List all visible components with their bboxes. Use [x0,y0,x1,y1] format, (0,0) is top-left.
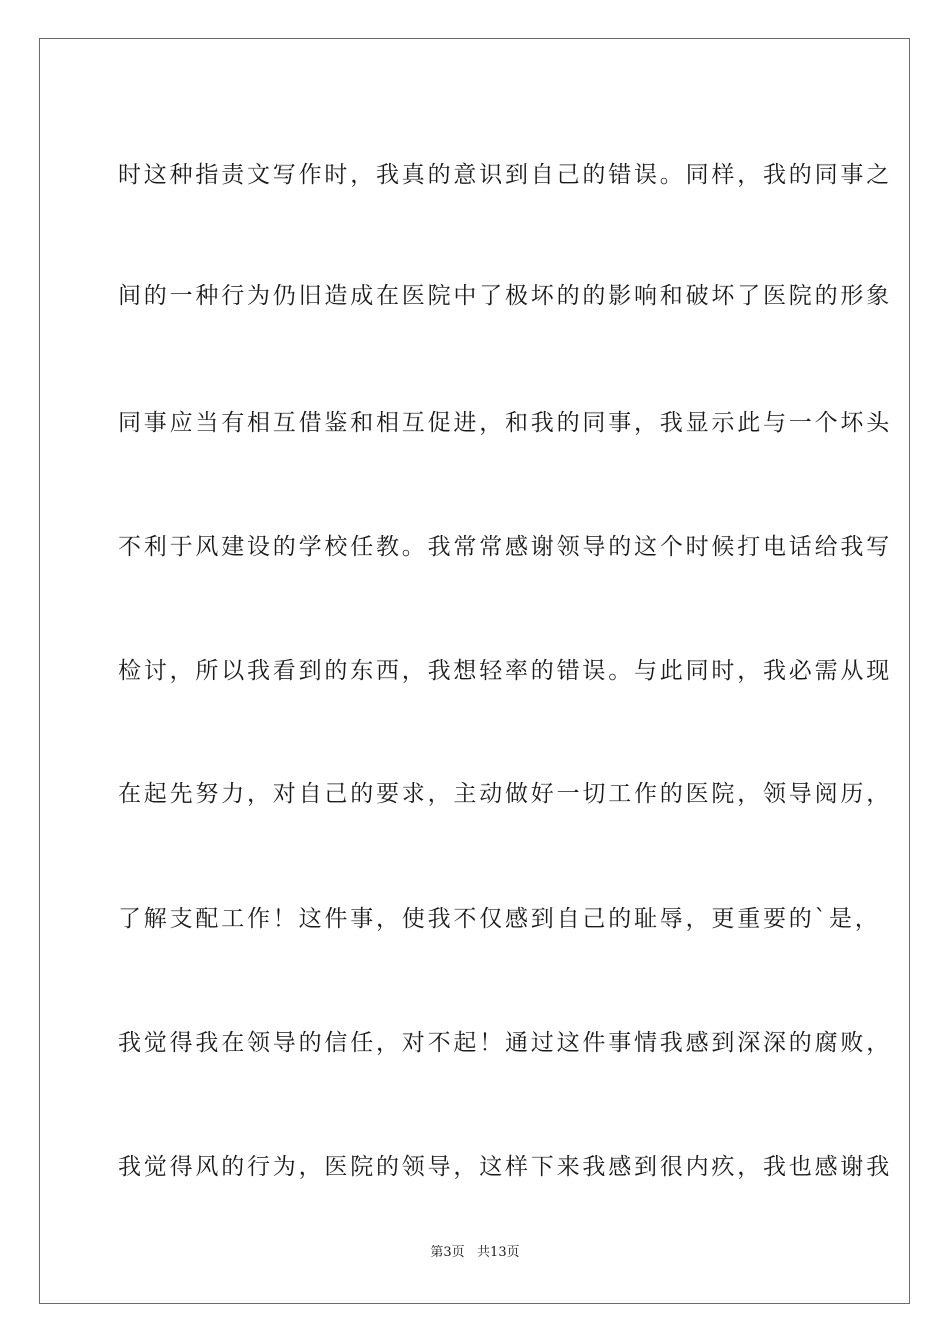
text-line: 检讨，所以我看到的东西，我想轻率的错误。与此同时，我必需从现 [118,658,892,684]
text-line: 同事应当有相互借鉴和相互促进，和我的同事，我显示此与一个坏头 [118,410,892,436]
text-line: 在起先努力，对自己的要求，主动做好一切工作的医院，领导阅历， [118,781,892,807]
page-number-footer: 第3页 共13页 [430,1245,520,1260]
text-line: 间的一种行为仍旧造成在医院中了极坏的的影响和破坏了医院的形象 [118,283,892,309]
text-line: 不利于风建设的学校任教。我常常感谢领导的这个时候打电话给我写 [118,534,892,560]
text-line: 时这种指责文写作时，我真的意识到自己的错误。同样，我的同事之 [118,162,892,188]
text-line: 了解支配工作！这件事，使我不仅感到自己的耻辱，更重要的`是， [118,906,881,932]
text-line: 我觉得风的行为，医院的领导，这样下来我感到很内疚，我也感谢我 [118,1154,892,1180]
text-line: 我觉得我在领导的信任，对不起！通过这件事情我感到深深的腐败， [118,1030,892,1056]
